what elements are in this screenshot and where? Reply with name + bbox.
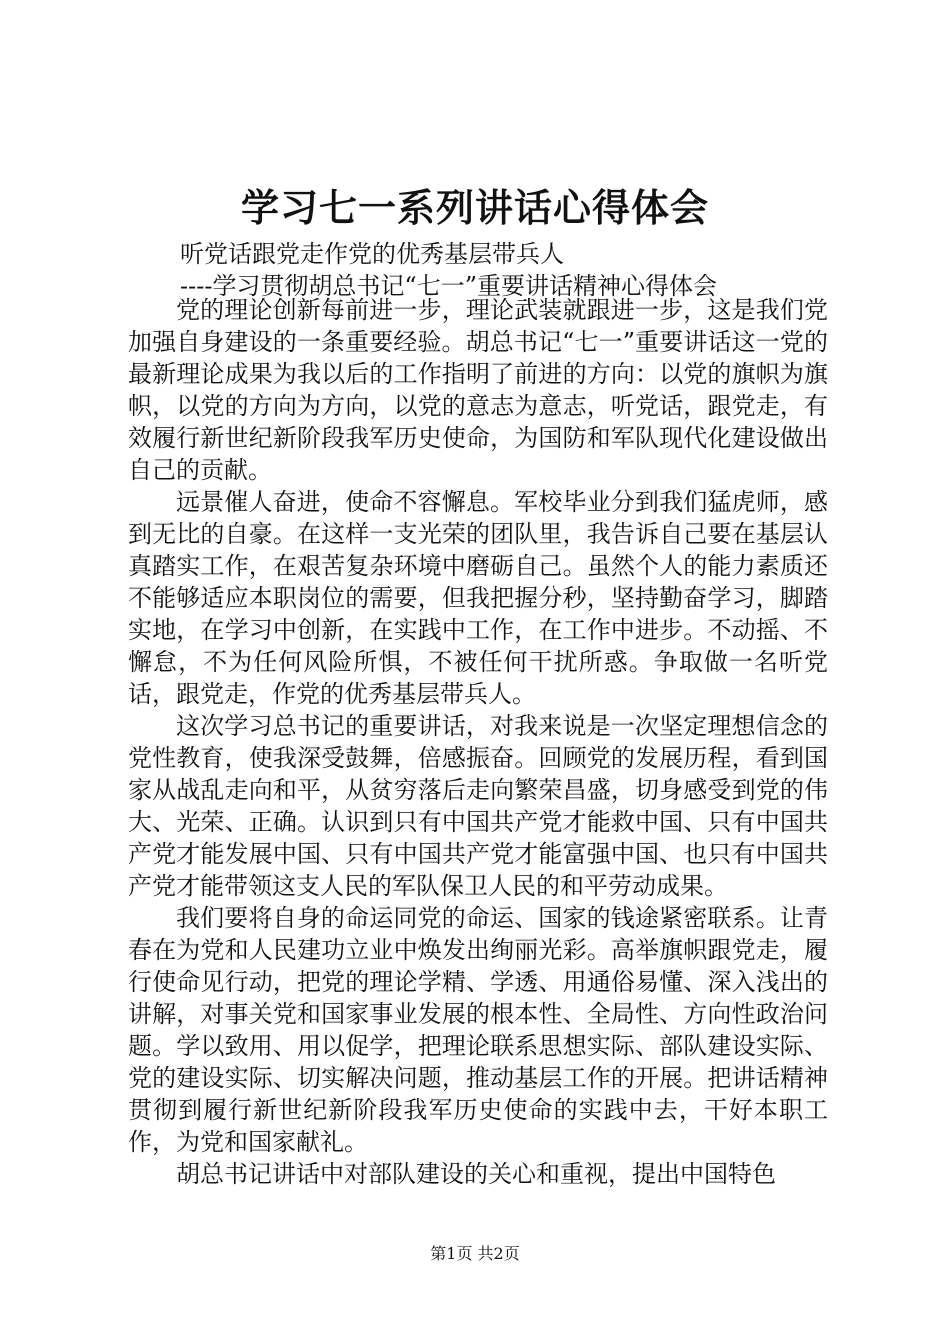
document-subheading: ----学习贯彻胡总书记“七一”重要讲话精神心得体会 [180, 272, 717, 300]
document-body [128, 294, 828, 1190]
paragraph-4: 我们要将自身的命运同党的命运、国家的钱途紧密联系。让青春在为党和人民建功立业中焕发出绚丽光彩。高举旗帜跟党走，履行使命见行动，把党的理论学精、学透、用通俗易懂、深入浅出的讲解，对事关党和国家事业发展的根本性、全局性、方向性政治问题。学以致用、用以促学，把理论联系思想实际、部队建设实际、党的建设实际、切实解决问题，推动基层工作的开展。把讲话精神贯彻到履行新世纪新阶段我军历史使命的实践中去，干好本职工作，为党和国家献礼。 [128, 904, 828, 1156]
page-number-footer: 第1页 共2页 [430, 1244, 520, 1263]
paragraph-2: 远景催人奋进，使命不容懈息。军校毕业分到我们猛虎师，感到无比的自豪。在这样一支光荣的团队里，我告诉自己要在基层认真踏实工作，在艰苦复杂环境中磨砺自己。虽然个人的能力素质还不能够适应本职岗位的需要，但我把握分秒，坚持勤奋学习，脚踏实地，在学习中创新，在实践中工作，在工作中进步。不动摇、不懈怠，不为任何风险所惧，不被任何干扰所惑。争取做一名听党话，跟党走，作党的优秀基层带兵人。 [128, 488, 828, 708]
paragraph-1: 党的理论创新每前进一步，理论武装就跟进一步，这是我们党加强自身建设的一条重要经验。胡总书记“七一”重要讲话这一党的最新理论成果为我以后的工作指明了前进的方向：以党的旗帜为旗帜，以党的方向为方向，以党的意志为意志，听党话，跟党走，有效履行新世纪新阶段我军历史使命，为国防和军队现代化建设做出自己的贡献。 [128, 296, 828, 484]
paragraph-3: 这次学习总书记的重要讲话，对我来说是一次坚定理想信念的党性教育，使我深受鼓舞，倍感振奋。回顾党的发展历程，看到国家从战乱走向和平，从贫穷落后走向繁荣昌盛，切身感受到党的伟大、光荣、正确。认识到只有中国共产党才能救中国、只有中国共产党才能发展中国、只有中国共产党才能富强中国、也只有中国共产党才能带领这支人民的军队保卫人民的和平劳动成果。 [128, 712, 828, 900]
document-subtitle: 听党话跟党走作党的优秀基层带兵人 [180, 240, 564, 268]
paragraph-5: 胡总书记讲话中对部队建设的关心和重视，提出中国特色 [176, 1160, 776, 1188]
document-title: 学习七一系列讲话心得体会 [240, 185, 709, 230]
